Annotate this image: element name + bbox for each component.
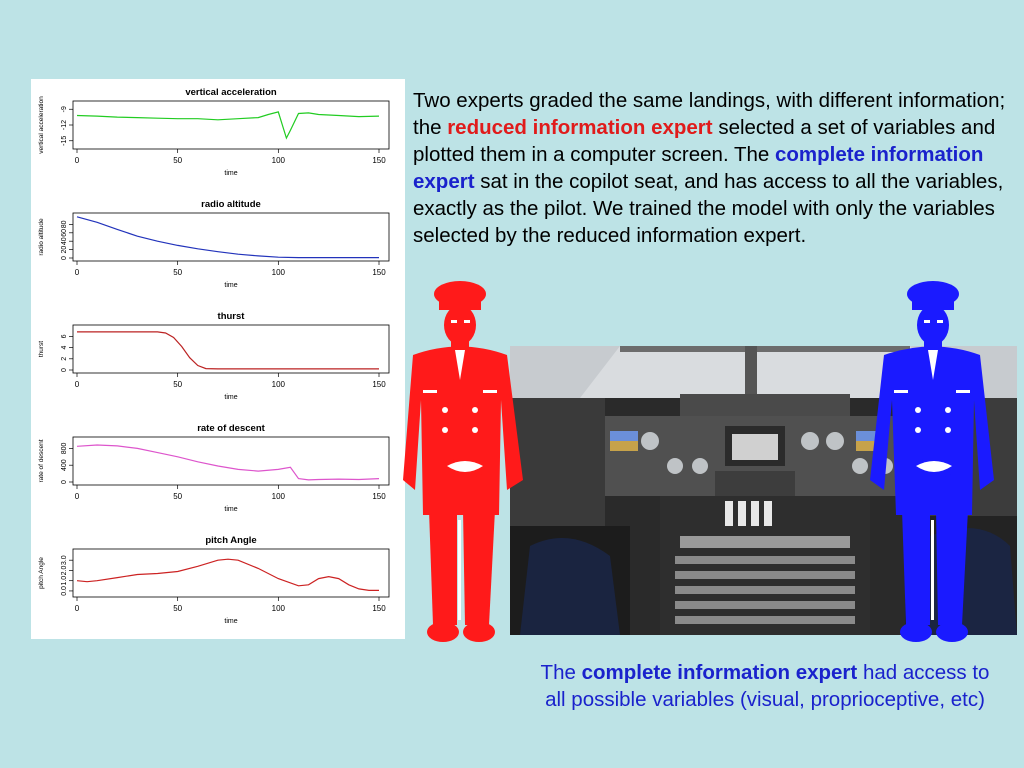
blue-pilot-figure bbox=[866, 280, 996, 650]
series-line bbox=[77, 217, 379, 258]
x-tick-label: 0 bbox=[74, 380, 80, 389]
chart-1 bbox=[38, 87, 389, 177]
complete-expert-highlight: complete information expert bbox=[413, 143, 984, 193]
y-tick-label: 80 bbox=[61, 220, 68, 229]
caption-part-2: had access to all possible variables (visual, proprioceptive, etc) bbox=[545, 661, 990, 711]
x-axis-label: time bbox=[224, 506, 238, 513]
x-tick-label: 150 bbox=[372, 380, 386, 389]
plot-frame bbox=[73, 549, 389, 597]
chart-title: thurst bbox=[217, 311, 245, 322]
x-tick-label: 100 bbox=[271, 156, 286, 165]
paragraph-part-2: selected a set of variables and plotted them in a computer screen. The bbox=[413, 116, 996, 166]
y-tick-label: 400 bbox=[61, 459, 68, 472]
chart-title: vertical acceleration bbox=[185, 87, 277, 98]
chart-title: radio altitude bbox=[201, 199, 261, 210]
paragraph-part-3: sat in the copilot seat, and has access to all the variables, exactly as the pilot. We trained the model with only the variables selected by the reduced information expert. bbox=[413, 170, 1004, 247]
x-tick-label: 0 bbox=[74, 156, 80, 165]
x-tick-label: 100 bbox=[271, 268, 286, 277]
x-axis-label: time bbox=[224, 394, 238, 401]
paragraph-part-1: Two experts graded the same landings, with different information; the bbox=[413, 89, 1006, 139]
x-tick-label: 150 bbox=[372, 268, 386, 277]
x-tick-label: 100 bbox=[271, 604, 286, 613]
chart-4 bbox=[38, 423, 389, 513]
y-tick-label: 40 bbox=[61, 237, 68, 246]
y-tick-label: 2 bbox=[61, 356, 68, 361]
x-tick-label: 150 bbox=[372, 604, 386, 613]
series-line bbox=[77, 112, 379, 138]
x-axis-label: time bbox=[224, 170, 238, 177]
x-tick-label: 50 bbox=[173, 268, 183, 277]
y-axis-label: vertical acceleration bbox=[38, 96, 45, 154]
x-axis-label: time bbox=[224, 282, 238, 289]
charts-svg bbox=[31, 79, 405, 639]
y-tick-label: 6 bbox=[61, 334, 68, 339]
chart-5 bbox=[38, 535, 389, 625]
y-axis-label: thurst bbox=[38, 340, 45, 358]
x-tick-label: 50 bbox=[173, 604, 183, 613]
x-tick-label: 150 bbox=[372, 492, 386, 501]
y-axis-label: pitch Angle bbox=[38, 557, 45, 589]
x-tick-label: 50 bbox=[173, 380, 183, 389]
x-tick-label: 50 bbox=[173, 492, 183, 501]
y-tick-label: 2.0 bbox=[61, 565, 68, 576]
chart-3 bbox=[38, 311, 389, 401]
y-tick-label: -15 bbox=[61, 135, 68, 146]
y-tick-label: 0 bbox=[61, 368, 68, 372]
plot-frame bbox=[73, 101, 389, 149]
charts-panel bbox=[31, 79, 405, 639]
x-tick-label: 0 bbox=[74, 604, 80, 613]
chart-title: pitch Angle bbox=[205, 535, 257, 546]
y-tick-label: 3.0 bbox=[61, 555, 68, 566]
y-tick-label: 60 bbox=[61, 228, 68, 237]
red-pilot-figure bbox=[403, 280, 527, 650]
series-line bbox=[77, 559, 379, 590]
description-paragraph bbox=[413, 87, 1021, 249]
series-line bbox=[77, 445, 379, 480]
x-tick-label: 0 bbox=[74, 268, 80, 277]
y-tick-label: -9 bbox=[61, 106, 68, 113]
x-tick-label: 50 bbox=[173, 156, 183, 165]
plot-frame bbox=[73, 437, 389, 485]
x-tick-label: 100 bbox=[271, 380, 286, 389]
y-tick-label: 1.0 bbox=[61, 575, 68, 586]
y-tick-label: 4 bbox=[61, 345, 68, 350]
y-tick-label: 20 bbox=[61, 245, 68, 254]
x-axis-label: time bbox=[224, 618, 238, 625]
x-tick-label: 150 bbox=[372, 156, 386, 165]
caption-highlight: complete information expert bbox=[581, 661, 858, 684]
y-tick-label: 0 bbox=[61, 480, 68, 484]
y-axis-label: radio altitude bbox=[38, 218, 45, 256]
y-tick-label: -12 bbox=[61, 119, 68, 131]
caption-part-1: The bbox=[540, 661, 582, 684]
y-tick-label: 0.0 bbox=[61, 586, 68, 596]
y-tick-label: 0 bbox=[61, 256, 68, 260]
chart-2 bbox=[38, 199, 389, 289]
caption bbox=[540, 659, 990, 713]
y-axis-label: rate of descent bbox=[38, 439, 45, 483]
reduced-expert-highlight: reduced information expert bbox=[447, 116, 713, 139]
x-tick-label: 100 bbox=[271, 492, 286, 501]
series-line bbox=[77, 332, 379, 369]
y-tick-label: 800 bbox=[61, 442, 68, 455]
x-tick-label: 0 bbox=[74, 492, 80, 501]
chart-title: rate of descent bbox=[197, 423, 265, 434]
